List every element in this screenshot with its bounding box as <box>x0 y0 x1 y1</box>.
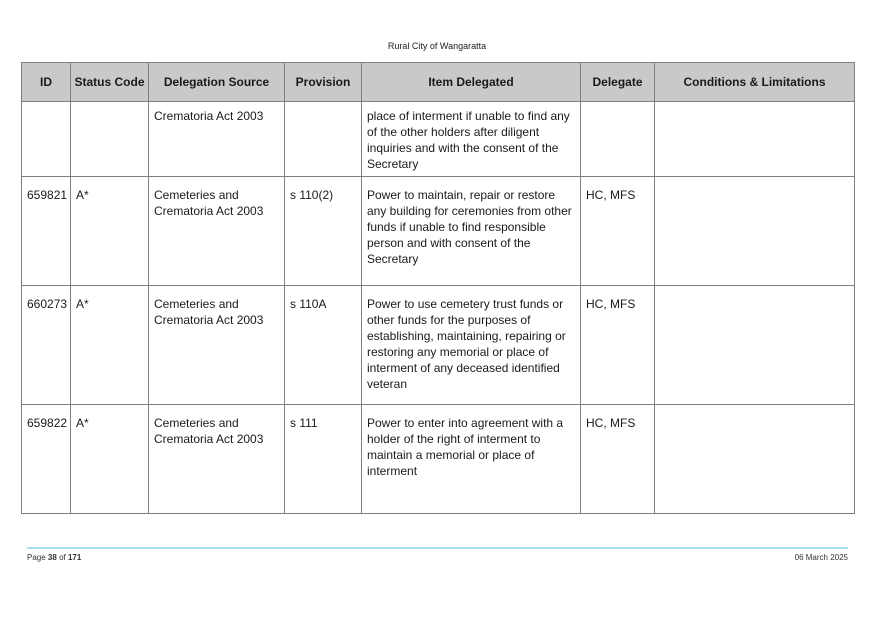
cell-delegation-source: Cemeteries and Crematoria Act 2003 <box>149 286 285 405</box>
cell-item-delegated: place of interment if unable to find any of the other holders after diligent inquiries and with the consent of the Secretary <box>362 102 581 177</box>
cell-item-delegated: Power to enter into agreement with a holder of the right of interment to maintain a memorial or place of interment <box>362 405 581 514</box>
table-row <box>22 286 855 405</box>
table-row <box>22 177 855 286</box>
column-header-conditions: Conditions & Limitations <box>655 63 855 102</box>
cell-item-delegated: Power to maintain, repair or restore any building for ceremonies from other funds if unable to find responsible person and with consent of the Secretary <box>362 177 581 286</box>
cell-conditions <box>655 405 855 514</box>
column-header-provision: Provision <box>285 63 362 102</box>
footer-divider <box>27 547 848 549</box>
cell-provision <box>285 102 362 177</box>
cell-delegate: HC, MFS <box>581 177 655 286</box>
cell-delegation-source: Crematoria Act 2003 <box>149 102 285 177</box>
page-total: 171 <box>67 553 82 562</box>
cell-delegation-source: Cemeteries and Crematoria Act 2003 <box>149 177 285 286</box>
cell-delegation-source: Cemeteries and Crematoria Act 2003 <box>149 405 285 514</box>
cell-id: 659822 <box>22 405 71 514</box>
table-header-row <box>22 63 855 102</box>
cell-id <box>22 102 71 177</box>
cell-item-delegated: Power to use cemetery trust funds or other funds for the purposes of establishing, maintaining, repairing or restoring any memorial or place of interment of any deceased identified veteran <box>362 286 581 405</box>
page-current: 38 <box>47 553 57 562</box>
column-header-delegation-source: Delegation Source <box>149 63 285 102</box>
table-row <box>22 102 855 177</box>
cell-status-code <box>71 102 149 177</box>
page-header: Rural City of Wangaratta <box>387 41 487 51</box>
footer-date: 06 March 2025 <box>794 553 848 562</box>
cell-conditions <box>655 286 855 405</box>
cell-conditions <box>655 177 855 286</box>
table-row <box>22 405 855 514</box>
column-header-id: ID <box>22 63 71 102</box>
cell-status-code: A* <box>71 177 149 286</box>
cell-status-code: A* <box>71 286 149 405</box>
delegations-table <box>21 62 855 514</box>
cell-id: 659821 <box>22 177 71 286</box>
column-header-delegate: Delegate <box>581 63 655 102</box>
cell-status-code: A* <box>71 405 149 514</box>
page-of: of <box>59 553 66 562</box>
cell-conditions <box>655 102 855 177</box>
column-header-item-delegated: Item Delegated <box>362 63 581 102</box>
cell-delegate: HC, MFS <box>581 286 655 405</box>
column-header-status-code: Status Code <box>71 63 149 102</box>
cell-id: 660273 <box>22 286 71 405</box>
cell-provision: s 111 <box>285 405 362 514</box>
page-prefix: Page <box>27 553 46 562</box>
page-number <box>27 553 81 562</box>
cell-delegate: HC, MFS <box>581 405 655 514</box>
cell-provision: s 110(2) <box>285 177 362 286</box>
cell-delegate <box>581 102 655 177</box>
cell-provision: s 110A <box>285 286 362 405</box>
